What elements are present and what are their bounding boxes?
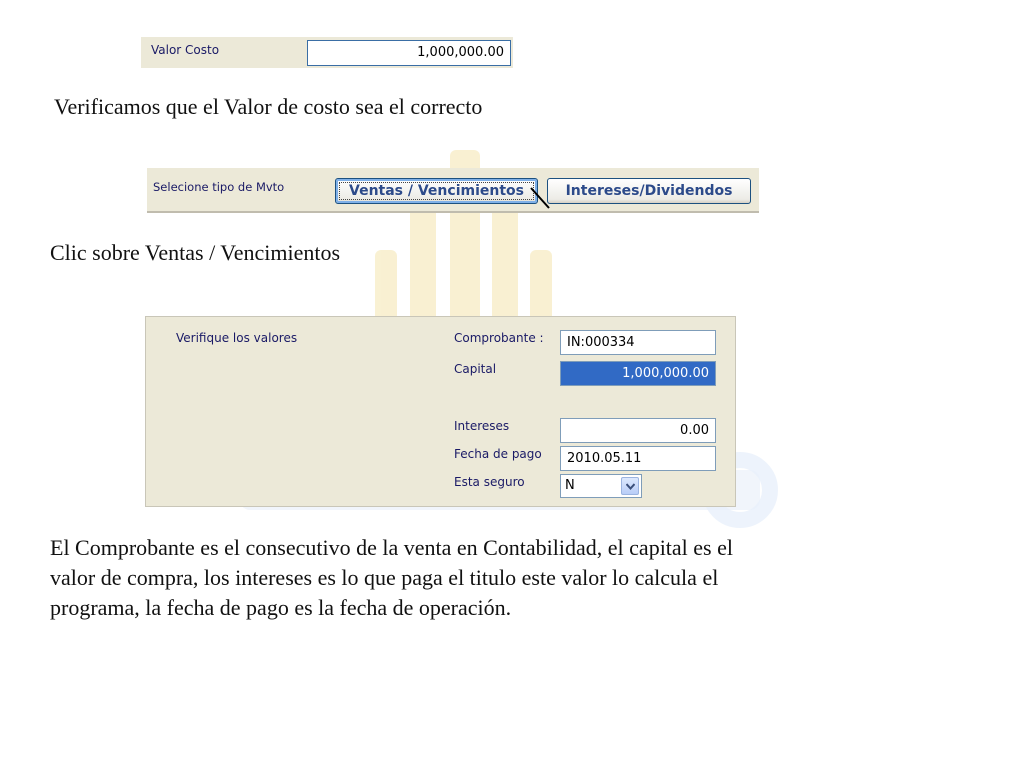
capital-label: Capital bbox=[454, 362, 497, 376]
caption-line-3: programa, la fecha de pago es la fecha de operación. bbox=[50, 595, 512, 620]
caption-verificamos: Verificamos que el Valor de costo sea el correcto bbox=[54, 94, 483, 119]
fecha-pago-field[interactable]: 2010.05.11 bbox=[560, 446, 716, 471]
tipo-mvto-label: Selecione tipo de Mvto bbox=[153, 180, 285, 194]
valor-costo-panel bbox=[141, 37, 513, 68]
comprobante-label: Comprobante : bbox=[454, 331, 544, 345]
caption-line-2: valor de compra, los intereses es lo que paga el titulo este valor lo calcula el bbox=[50, 565, 719, 590]
verifique-heading: Verifique los valores bbox=[176, 331, 298, 345]
capital-field[interactable]: 1,000,000.00 bbox=[560, 361, 716, 386]
intereses-label: Intereses bbox=[454, 419, 510, 433]
chevron-down-icon[interactable] bbox=[621, 477, 639, 495]
intereses-dividendos-button[interactable]: Intereses/Dividendos bbox=[547, 178, 751, 204]
caption-clic: Clic sobre Ventas / Vencimientos bbox=[50, 240, 341, 265]
comprobante-field[interactable]: IN:000334 bbox=[560, 330, 716, 355]
ventas-vencimientos-button[interactable] bbox=[335, 178, 538, 204]
verifique-valores-panel bbox=[145, 316, 736, 507]
caption-line-1: El Comprobante es el consecutivo de la venta en Contabilidad, el capital es el bbox=[50, 535, 733, 560]
tipo-mvto-panel bbox=[147, 168, 759, 213]
valor-costo-field[interactable]: 1,000,000.00 bbox=[307, 40, 511, 66]
mouse-pointer-icon bbox=[529, 186, 551, 212]
valor-costo-label: Valor Costo bbox=[151, 43, 220, 57]
fecha-pago-label: Fecha de pago bbox=[454, 447, 542, 461]
esta-seguro-value: N bbox=[565, 478, 575, 493]
ventas-vencimientos-label: Ventas / Vencimientos bbox=[349, 183, 524, 199]
intereses-field[interactable]: 0.00 bbox=[560, 418, 716, 443]
esta-seguro-select[interactable] bbox=[560, 474, 642, 498]
esta-seguro-label: Esta seguro bbox=[454, 475, 525, 489]
